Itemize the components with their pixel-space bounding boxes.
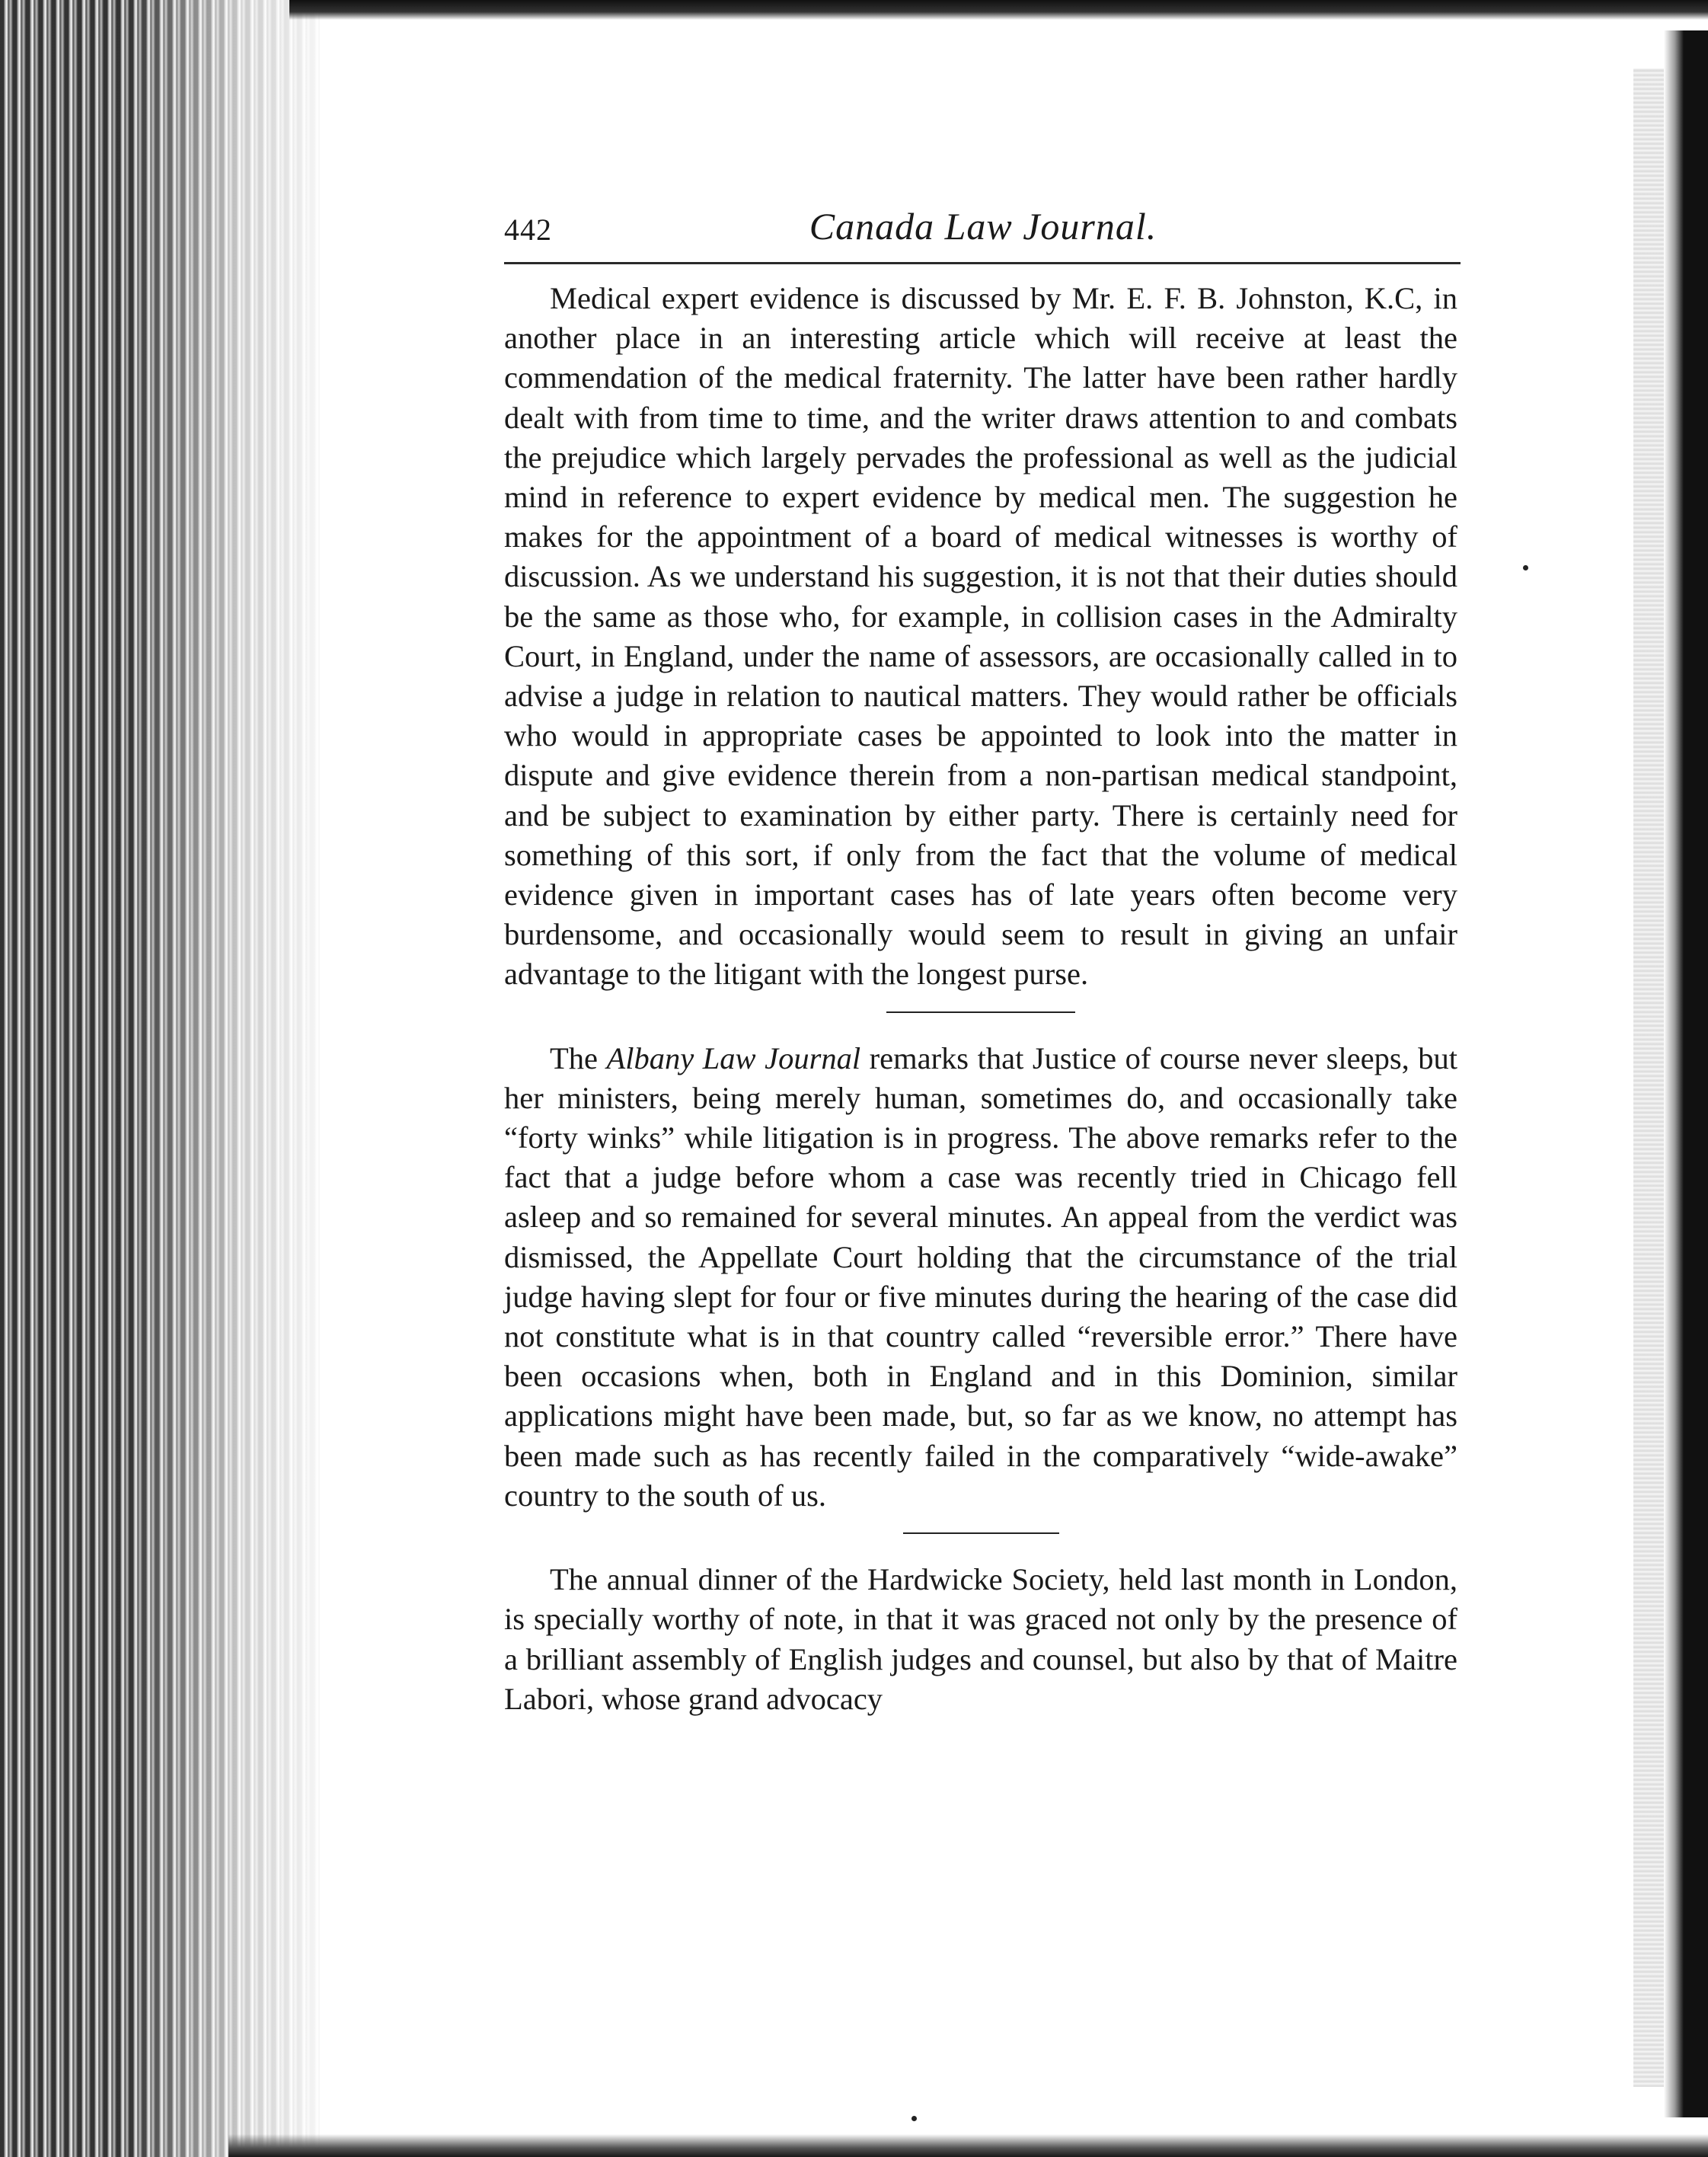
page-number: 442 <box>504 213 552 247</box>
page-stack-edge <box>1633 69 1664 2087</box>
paragraph-text-before: The <box>550 1040 607 1075</box>
bottom-scan-edge <box>228 2134 1708 2157</box>
running-head <box>504 204 1462 262</box>
binding-shadow <box>129 0 335 2157</box>
paragraph-albany-law-journal <box>504 1039 1457 1516</box>
section-divider <box>886 1011 1075 1013</box>
journal-title: Canada Law Journal. <box>809 205 1157 248</box>
scan-speck <box>1523 565 1528 570</box>
article-body <box>504 279 1457 1719</box>
scan-speck <box>911 2116 917 2121</box>
paragraph-hardwicke-society: The annual dinner of the Hardwicke Society, held last month in London, is specially worthy of note, in that it was graced not only by the presence of a brilliant assembly of English judges and counsel, but also by that of Maitre Labori, whose grand advocacy <box>504 1562 1457 1716</box>
paragraph-text-after: remarks that Justice of course never sleeps, but her ministers, being merely human, sometimes do, and occasionally take “forty winks” while litigation is in progress. The above remarks refer to the fact that a judge before whom a case was recently tried in Chicago fell asleep and so remained for several minutes. An appeal from the verdict was dismissed, the Appellate Court holding that the circumstance of the trial judge having slept for four or five minutes during the hearing of the case did not constitute what is in that country called “reversible error.” There have been occasions when, both in England and in this Dominion, similar applications might have been made, but, so far as we know, no attempt has been made such as has recently failed in the comparatively “wide-awake” country to the south of us. <box>504 1040 1458 1513</box>
italic-journal-name: Albany Law Journal <box>606 1040 861 1075</box>
paragraph-medical-evidence: Medical expert evidence is discussed by Mr. E. F. B. Johnston, K.C, in another place in an interesting article which will receive at least the commendation of the medical fraternity. The latter have been rather hardly dealt with from time to time, and the writer draws attention to and combats the prejudice which largely pervades the professional as well as the judicial mind in reference to expert evidence by medical men. The suggestion he makes for the appointment of a board of medical witnesses is worthy of discussion. As we understand his suggestion, it is not that their duties should be the same as those who, for example, in collision cases in the Admiralty Court, in England, under the name of assessors, are occasionally called in to advise a judge in relation to nautical matters. They would rather be officials who would in appropriate cases be appointed to look into the matter in dispute and give evidence therein from a non-partisan medical standpoint, and be subject to examination by either party. There is certainly need for something of this sort, if only from the fact that the volume of medical evidence given in important cases has of late years often become very burdensome, and occasionally would seem to result in giving an unfair advantage to the litigant with the longest purse. <box>504 281 1457 992</box>
section-divider <box>903 1532 1059 1534</box>
right-scan-edge <box>1664 30 1708 2117</box>
page-top-edge <box>289 0 1708 20</box>
header-rule <box>504 262 1461 264</box>
